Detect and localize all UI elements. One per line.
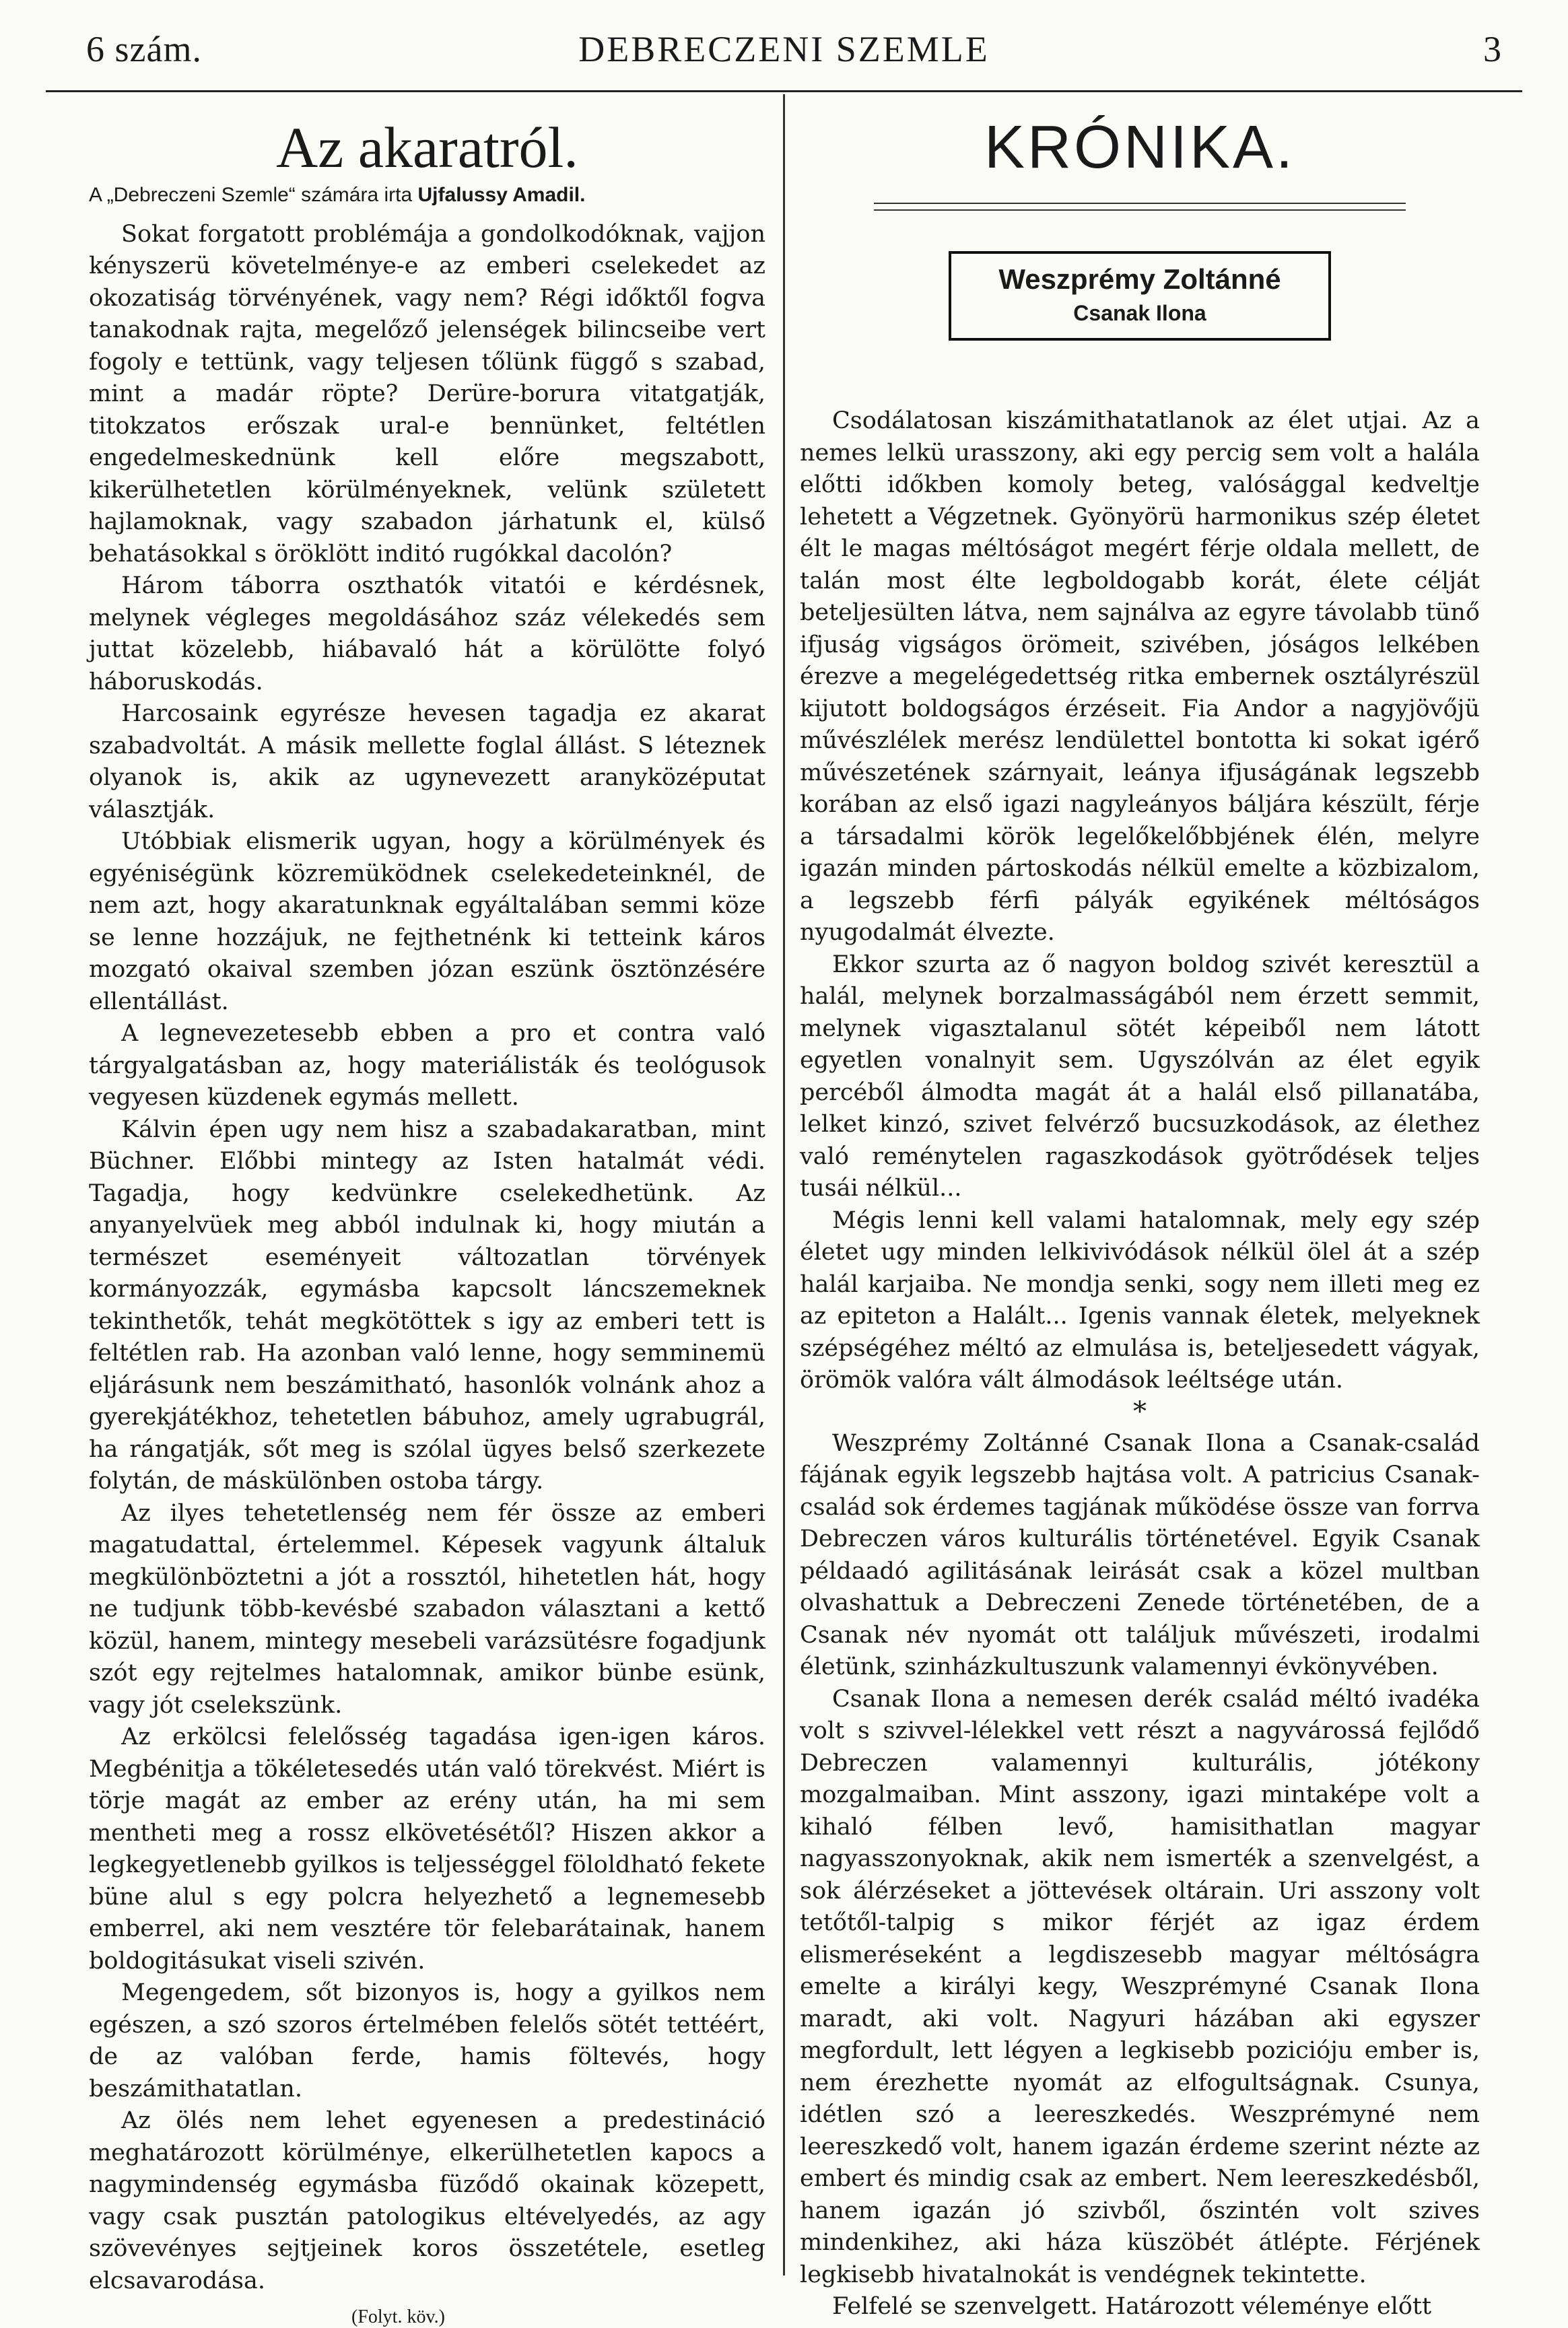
column-divider bbox=[783, 94, 785, 2275]
paragraph: Utóbbiak elismerik ugyan, hogy a körülmények és egyéniségünk közremüködnek cselekedeteinknél, de nem azt, hogy akaratunknak egyáltalában semmi köze se lenne hozzájuk, ne fejthetnénk ki tetteink káros mozgató okaival szemben józan eszünk ösztönzésére ellentállást. bbox=[89, 828, 765, 1015]
paragraph: Harcosaink egyrésze hevesen tagadja ez akarat szabadvoltát. A másik mellette foglal állást. S léteznek olyanok is, akik az ugynevezett aranyközéputat választják. bbox=[89, 700, 765, 823]
paragraph: Három táborra oszthatók vitatói e kérdésnek, melynek végleges megoldásához száz vélekedés sem juttat közelebb, hiábavaló hát a körülötte folyó háboruskodás. bbox=[89, 572, 765, 695]
paragraph: Az ölés nem lehet egyenesen a predestináció meghatározott körülménye, elkerülhetetlen kapocs a nagymindenség egymásba füződő okainak közepett, vagy csak pusztán patologikus eltévelyedés, az agy szövevényes sejtjeinek koros összetétele, esetleg elcsavarodása. bbox=[89, 2107, 765, 2294]
section-double-rule bbox=[874, 203, 1406, 211]
paragraph: Sokat forgatott problémája a gondolkodóknak, vajjon kényszerü követelménye-e az emberi cselekedet az okozatiság törvényének, vagy nem? Régi időktől fogva tanakodnak rajta, megelőző jelenségek bilincseibe vert fogoly e tettünk, vagy teljesen tőlünk függő s szabad, mint a madár röpte? Derüre-borura vitatgatják, titokzatos erőszak ural-e bennünket, feltétlen engedelmeskednünk kell előre megszabott, kikerülhetetlen körülményeknek, velünk született hajlamoknak, vagy szabadon járhatunk el, külső behatásokkal s öröklött inditó rugókkal dacolón? bbox=[89, 220, 765, 568]
paragraph: Megengedem, sőt bizonyos is, hogy a gyilkos nem egészen, a szó szoros értelmében felelős sötét tettéért, de az valóban ferde, hamis föltevés, hogy beszámithatatlan. bbox=[89, 1979, 765, 2102]
paragraph: A legnevezetesebb ebben a pro et contra való tárgyalgatásban az, hogy materiálisták és teológusok vegyesen küzdenek egymás mellett. bbox=[89, 1020, 765, 1111]
paragraph: Felfelé se szenvelgett. Határozott véleménye előtt bbox=[832, 2293, 1432, 2320]
byline-author: Ujfalussy Amadil. bbox=[417, 183, 586, 206]
obituary-maiden-name: Csanak Ilona bbox=[1073, 301, 1206, 325]
paragraph: Mégis lenni kell valami hatalomnak, mely egy szép életet ugy minden lelkivivódások nélkül ölel át a szép halál karjaiba. Ne mondja senki, sogy nem illeti meg ez az epiteton a Halált... Igenis vannak életek, melyeknek szépségéhez méltó az elmulása is, beteljesedett vágyak, örömök valóra vált álmodások leéltsége után. bbox=[800, 1206, 1480, 1394]
issue-number: 6 szám. bbox=[86, 29, 202, 69]
left-column-article bbox=[89, 101, 765, 2328]
section-title: KRÓNIKA. bbox=[984, 114, 1296, 181]
newspaper-title: DEBRECZENI SZEMLE bbox=[578, 29, 990, 69]
obituary-name: Weszprémy Zoltánné bbox=[998, 263, 1281, 295]
header-rule bbox=[46, 90, 1522, 92]
chronicle-text bbox=[800, 405, 1480, 2323]
page-number: 3 bbox=[1483, 29, 1502, 69]
paragraph: Csodálatosan kiszámithatatlanok az élet utjai. Az a nemes lelkü urasszony, aki egy percig sem volt a halála előtti időkben komoly beteg, valósággal kedveltje lehetett a Végzetnek. Gyönyörü harmonikus szép életet élt le magas méltóságot megért férje oldala mellett, de talán most élte legboldogabb korát, élete célját beteljesülten látva, nem sajnálva az egyre távolabb tünő ifjuság vigságos örömeit, szivében, jóságos lelkében érezve a megelégedettség ritka embernek osztályrészül kijutott boldogságos érzéseit. Fia Andor a nagyjövőjü művészlélek merész lendülettel bontotta ki sokat igérő művészetének szárnyait, leánya ifjuságának legszebb korában az első igazi nagyleányos báljára készült, férje a társadalmi körök legelőkelőbbjének élén, melyre igazán minden pártoskodás nélkül emelte a közbizalom, a legszebb férfi pályák egyikének méltóságos nyugodalmát élvezte. bbox=[800, 407, 1480, 946]
paragraph: Az erkölcsi felelősség tagadása igen-igen káros. Megbénitja a tökéletesedés után való törekvést. Miért is törje magát az ember az erény után, ha mi sem mentheti meg a rossz elkövetésétől? Hiszen akkor a legkegyetlenebb gyilkos is teljességgel föloldható fekete büne alul s egy polcra helyezhető a legnemesebb emberrel, aki nem vesztére tör felebarátainak, hanem boldogitásukat viseli szivén. bbox=[89, 1723, 765, 1975]
paragraph: Az ilyes tehetetlenség nem fér össze az emberi magatudattal, értelemmel. Képesek vagyunk általuk megkülönböztetni a jót a rossztól, hihetetlen hát, hogy ne tudjunk több-kevésbé szabadon választani a kettő közül, hanem, mintegy mesebeli varázsütésre fogadjunk szót egy rejtelmes hatalomnak, amikor bünbe esünk, vagy jót cselekszünk. bbox=[89, 1499, 765, 1719]
section-separator: * bbox=[1133, 1396, 1147, 1427]
paragraph: Csanak Ilona a nemesen derék család méltó ivadéka volt s szivvel-lélekkel vett részt a nagyvárossá fejlődő Debreczen valamennyi kulturális, jótékony mozgalmaiban. Mint asszony, igazi mintaképe volt a kihaló félben levő, hamisithatlan magyar nagyasszonyoknak, akik nem ismerték a szenvelgést, a sok álérzéseket a jöttevések oltárain. Uri asszony volt tetőtől-talpig s mikor férjét az igaz érdem elismeréseként a legdiszesebb magyar méltóságra emelte a királyi kegy, Weszprémyné Csanak Ilona maradt, aki volt. Nagyuri házában aki egyszer megfordult, lett légyen a legkisebb pozicióju ember is, nem érezhette nyomát az elfogultságnak. Csunya, idétlen szó a leereszkedés. Weszprémyné nem leereszkedő volt, hanem igazán érdeme szerint nézte az embert és mindig csak az embert. Nem leereszkedésből, hanem igazán jó szivből, őszintén volt szives mindenkihez, aki háza küszöbét átlépte. Férjének legkisebb hivatalnokát is vendégnek tekintette. bbox=[800, 1685, 1480, 2288]
paragraph: Weszprémy Zoltánné Csanak Ilona a Csanak-család fájának egyik legszebb hajtása volt. A patricius Csanak-család sok érdemes tagjának működése össze van forrva Debreczen város kulturális történetével. Egyik Csanak példaadó agilitásának leirását csak a közel multban olvashattuk a Debreczeni Zenede történetében, de a Csanak név nyomát ott találjuk művészeti, irodalmi életünk, szinházkultuszunk valamennyi évkönyvében. bbox=[800, 1429, 1480, 1680]
continued-note: (Folyt. köv.) bbox=[351, 2306, 445, 2328]
obituary-box bbox=[949, 251, 1331, 341]
byline-prefix: A „Debreczeni Szemle“ számára irta bbox=[89, 183, 413, 206]
paragraph: Ekkor szurta az ő nagyon boldog szivét keresztül a halál, melynek borzalmasságából nem érzett semmit, melynek vigasztalanul sötét képeiből nem látott egyetlen vonalnyit sem. Ugyszólván az élet egyik percéből álmodta magát át a halál első pillanatába, lelket kinzó, szivet felvérző bucsuzkodások, az élethez való reménytelen ragaszkodások gyötrődések teljes tusái nélkül... bbox=[800, 951, 1480, 1202]
paragraph: Kálvin épen ugy nem hisz a szabadakaratban, mint Büchner. Előbbi mintegy az Isten hatalmát védi. Tagadja, hogy kedvünkre cselekedhetünk. Az anyanyelvüek meg abból indulnak ki, hogy miután a természet eseményeit változatlan törvények kormányozzák, egymásba kapcsolt láncszemeknek tekinthetők, tehát megkötöttek s igy az emberi tett is feltétlen rab. Ha azonban való lenne, hogy semminemü eljárásunk nem beszámitható, hasonlók volnánk ahoz a gyerekjátékhoz, tehetetlen bábuhoz, amely ugrabugrál, ha rángatják, sőt meg is szólal ügyes belső szerkezete folytán, de máskülönben ostoba tárgy. bbox=[89, 1116, 765, 1495]
right-column-chronicle bbox=[800, 101, 1480, 2320]
article-byline bbox=[89, 184, 765, 207]
article-title: Az akaratról. bbox=[276, 115, 578, 180]
page-header bbox=[46, 28, 1522, 82]
